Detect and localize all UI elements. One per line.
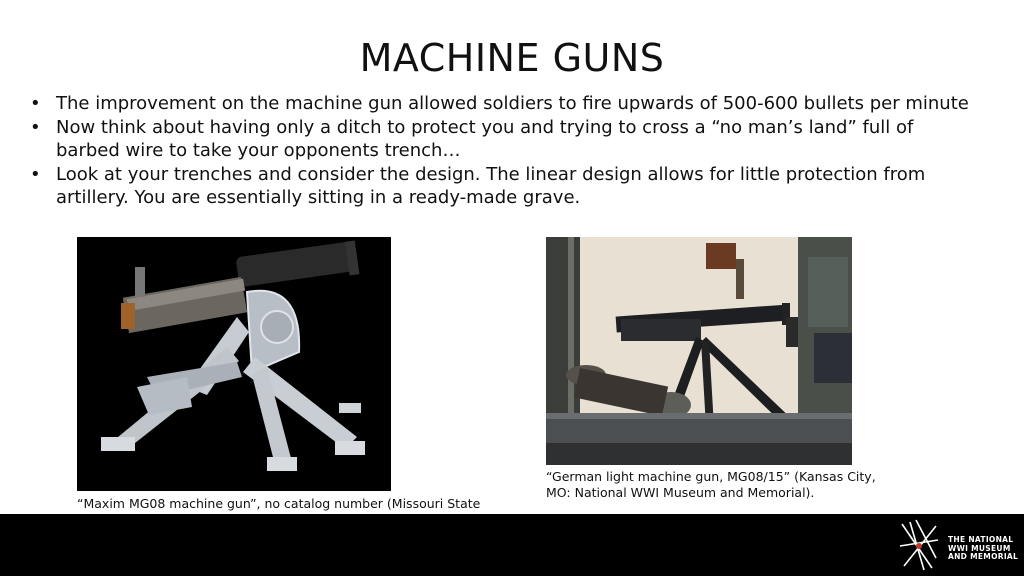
slide-title: MACHINE GUNS [359,36,665,80]
maxim-mg08-photo [77,237,391,491]
left-image-caption: “Maxim MG08 machine gun”, no catalog number (Missouri State [77,496,481,511]
museum-display-illustration [546,237,852,465]
bullet-item [30,92,980,116]
bullet-list [30,92,980,210]
bullet-text: The improvement on the machine gun allowed soldiers to fire upwards of 500-600 bullets per minute [56,93,969,114]
logo-line: WWI MUSEUM [948,543,1011,553]
footer-bar [0,514,1024,576]
bullet-item [30,163,980,210]
bullet-marker: • [30,163,41,185]
machine-gun-illustration [77,237,391,491]
bullet-marker: • [30,116,41,138]
museum-logo-icon [896,518,942,574]
mg08-15-display-photo [546,237,852,465]
logo-line: THE NATIONAL [948,535,1014,544]
museum-logo-text [948,536,1018,562]
bullet-text: Look at your trenches and consider the design. The linear design allows for little protection from artillery. You are essentially sitting in a ready-made grave. [56,163,926,208]
logo-line: AND MEMORIAL [948,552,1019,561]
bullet-text: Now think about having only a ditch to protect you and trying to cross a “no man’s land” full of barbed wire to take your opponents trench… [56,116,914,161]
bullet-item [30,116,980,163]
bullet-marker: • [30,93,41,114]
right-image-caption: “German light machine gun, MG08/15” (Kansas City, MO: National WWI Museum and Memorial). [546,469,876,500]
